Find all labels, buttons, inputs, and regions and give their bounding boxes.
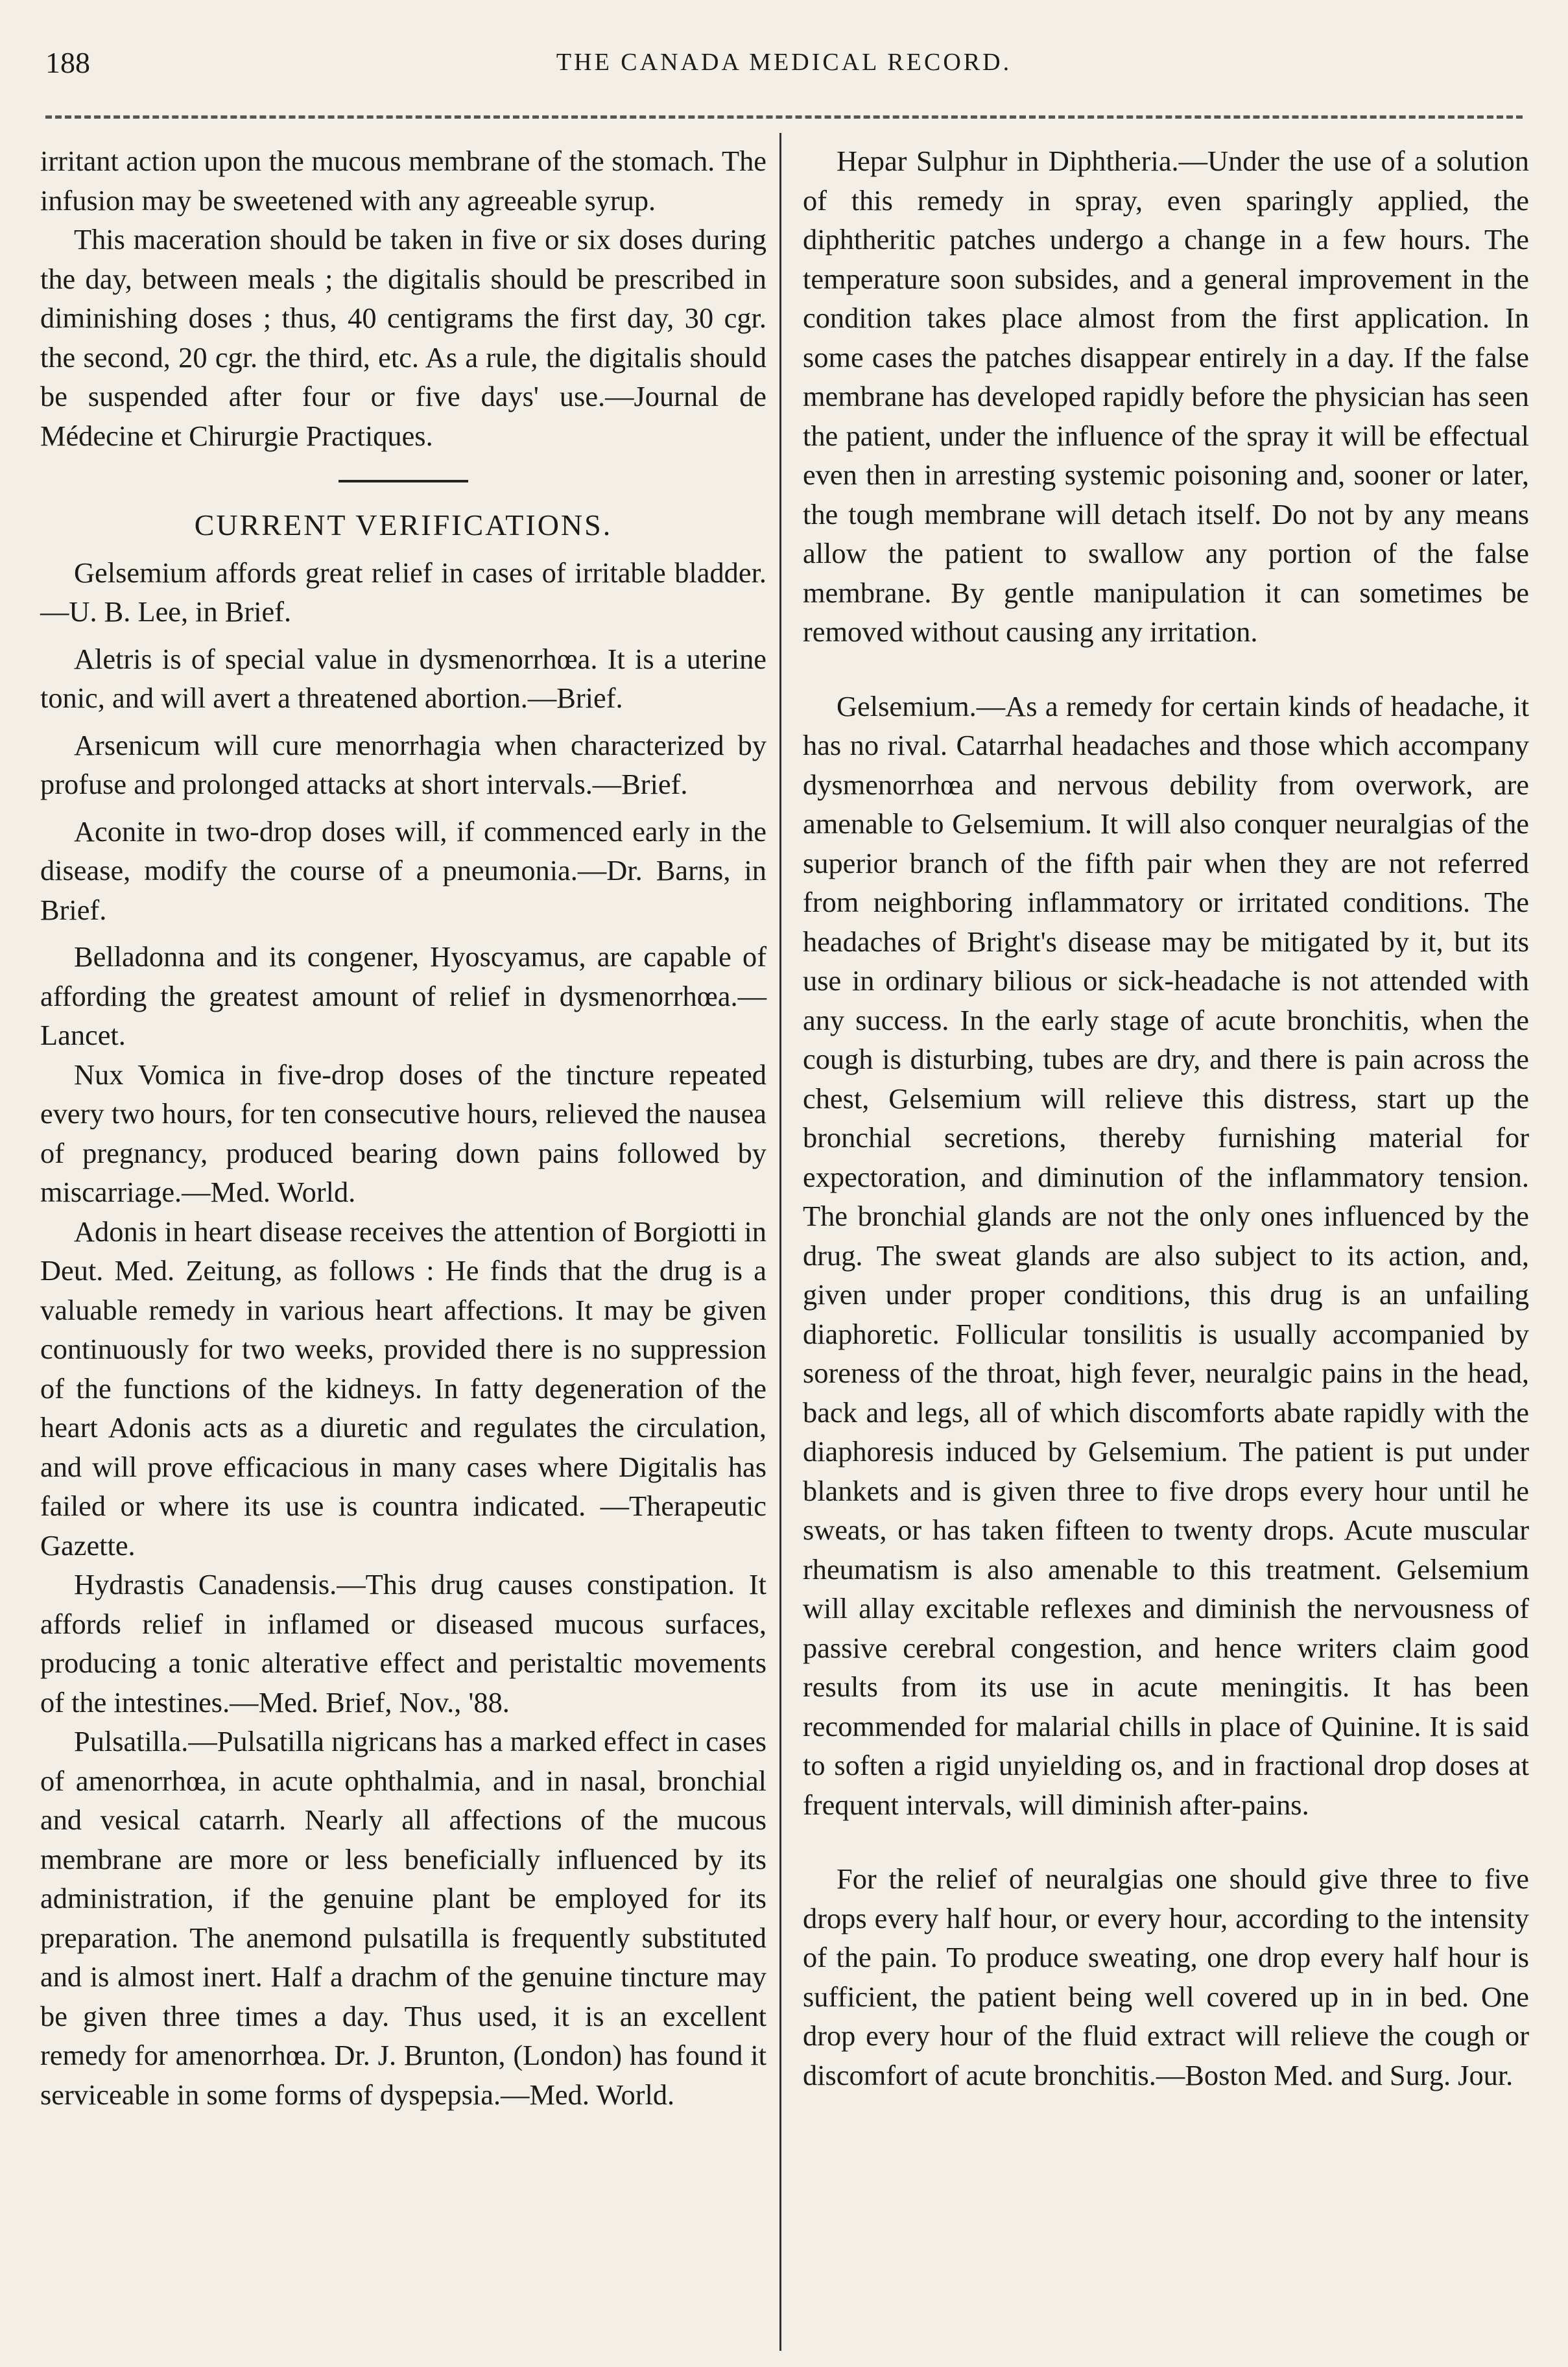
verification-item: Belladonna and its congener, Hyoscyamus, are capable of affording the greatest amount of relief in dysmenorrhœa.—Lancet. [40, 940, 766, 1051]
left-column [40, 141, 766, 2114]
verification-item: Gelsemium affords great relief in cases of irritable bladder.—U. B. Lee, in Brief. [40, 556, 766, 628]
section-heading: CURRENT VERIFICATIONS. [194, 508, 613, 541]
verification-item: Nux Vomica in five-drop doses of the tincture repeated every two hours, for ten consecutive hours, relieved the nausea of pregnancy, produced bearing down pains followed by miscarriage.—Med. World. [40, 1058, 766, 1208]
right-column [803, 141, 1529, 2095]
paragraph: Gelsemium.—As a remedy for certain kinds of headache, it has no rival. Catarrhal headaches and those which accompany dysmenorrhœa and nervous debility from overwork, are amenable to Gelsemium. It will also conquer neuralgias of the superior branch of the fifth pair when they are not referred from neighboring inflammatory or irritated conditions. The headaches of Bright's disease may be mitigated by it, but its use in ordinary bilious or sick-headache is not attended with any success. In the early stage of acute bronchitis, when the cough is disturbing, tubes are dry, and there is pain across the chest, Gelsemium will relieve this distress, start up the bronchial secretions, thereby furnishing material for expectoration, and diminution of the inflammatory tension. The bronchial glands are not the only ones influenced by the drug. The sweat glands are also subject to its action, and, given under proper conditions, this drug is an unfailing diaphoretic. Follicular tonsilitis is usually accompanied by soreness of the throat, high fever, neuralgic pains in the head, back and legs, all of which discomforts abate rapidly with the diaphoresis induced by Gelsemium. The patient is put under blankets and is given three to five drops every hour until he sweats, or has taken fifteen to twenty drops. Acute muscular rheumatism is also amenable to this treatment. Gelsemium will allay excitable reflexes and diminish the nervousness of passive cerebral congestion, and hence writers claim good results from its use in acute meningitis. It has been recommended for malarial chills in place of Quinine. It is said to soften a rigid unyielding os, and in fractional drop doses at frequent intervals, will diminish after-pains. [803, 689, 1529, 1821]
page-number: 188 [45, 46, 90, 79]
verification-item: Adonis in heart disease receives the attention of Borgiotti in Deut. Med. Zeitung, as follows : He finds that the drug is a valuable remedy in various heart affections. It may be given continuously for two weeks, provided there is no suppression of the functions of the kidneys. In fatty degeneration of the heart Adonis acts as a diuretic and regulates the circulation, and will prove efficacious in many cases where Digitalis has failed or where its use is countra indicated. —Therapeutic Gazette. [40, 1215, 766, 1562]
column-divider [779, 133, 781, 2351]
paragraph: irritant action upon the mucous membrane of the stomach. The infusion may be sweetened with any agreeable syrup. [40, 145, 766, 217]
paragraph: This maceration should be taken in five or six doses during the day, between meals ; the digitalis should be prescribed in diminishing doses ; thus, 40 centigrams the first day, 30 cgr. the second, 20 cgr. the third, etc. As a rule, the digitalis should be suspended after four or five days' use.—Journal de Médecine et Chirurgie Practiques. [40, 223, 766, 452]
page-header [45, 39, 1523, 97]
verification-item: Arsenicum will cure menorrhagia when characterized by profuse and prolonged attacks at short intervals.—Brief. [40, 728, 766, 800]
verification-item: Aletris is of special value in dysmenorrhœa. It is a uterine tonic, and will avert a threatened abortion.—Brief. [40, 642, 766, 714]
verification-item: Aconite in two-drop doses will, if commenced early in the disease, modify the course of a pneumonia.—Dr. Barns, in Brief. [40, 815, 766, 926]
section-separator [339, 480, 468, 482]
paragraph: For the relief of neuralgias one should give three to five drops every half hour, or every hour, according to the intensity of the pain. To produce sweating, one drop every half hour is sufficient, the patient being well covered up in in bed. One drop every hour of the fluid extract will relieve the cough or discomfort of acute bronchitis.—Boston Med. and Surg. Jour. [803, 1862, 1529, 2091]
verification-item: Hydrastis Canadensis.—This drug causes constipation. It affords relief in inflamed or diseased mucous surfaces, producing a tonic alterative effect and peristaltic movements of the intestines.—Med. Brief, Nov., '88. [40, 1568, 766, 1719]
header-rule [45, 115, 1523, 119]
running-title: THE CANADA MEDICAL RECORD. [556, 49, 1012, 76]
verification-item: Pulsatilla.—Pulsatilla nigricans has a marked effect in cases of amenorrhœa, in acute ophthalmia, and in nasal, bronchial and vesical catarrh. Nearly all affections of the mucous membrane are more or less beneficially influenced by its administration, if the genuine plant be employed for its preparation. The anemond pulsatilla is frequently substituted and is almost inert. Half a drachm of the genuine tincture may be given three times a day. Thus used, it is an excellent remedy for amenorrhœa. Dr. J. Brunton, (London) has found it serviceable in some forms of dyspepsia.—Med. World. [40, 1725, 766, 2111]
paragraph: Hepar Sulphur in Diphtheria.—Under the use of a solution of this remedy in spray, even sparingly applied, the diphtheritic patches undergo a change in a few hours. The temperature soon subsides, and a general improvement in the condition takes place almost from the first application. In some cases the patches disappear entirely in a day. If the false membrane has developed rapidly before the physician has seen the patient, under the influence of the spray it will be effectual even then in arresting systemic poisoning and, sooner or later, the tough membrane will detach itself. Do not by any means allow the patient to swallow any portion of the false membrane. By gentle manipulation it can sometimes be removed without causing any irritation. [803, 145, 1529, 648]
